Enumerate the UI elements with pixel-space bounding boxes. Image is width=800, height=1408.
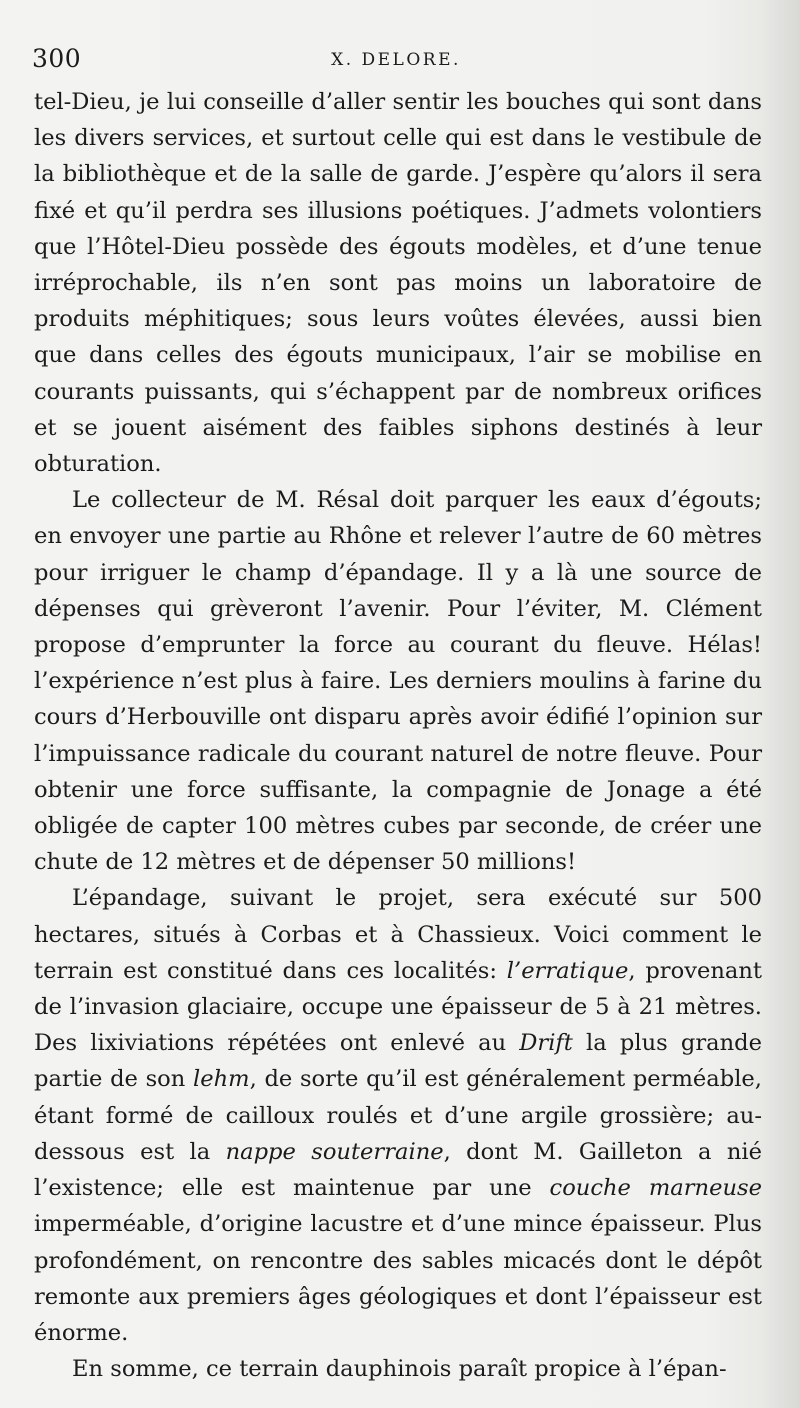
text-run: , dont M. Gailleton a nié l’existence; elle est maintenue par une	[34, 1138, 763, 1202]
text-run: L’épandage, suivant le projet, sera exécuté sur 500 hectares, situés à Corbas et à Chassieux. Voici comment le terrain est constitué dans ces localités:	[34, 885, 762, 984]
text-run: imperméable, d’origine lacustre et d’une mince épaisseur. Plus profondément, on rencontre des sables micacés dont le dépôt remonte aux premiers âges géologiques et dont l’épaisseur est énorme.	[34, 1211, 762, 1346]
italic-term: Drift	[519, 1030, 573, 1057]
italic-term: couche marneuse	[549, 1175, 762, 1202]
text-run: , de sorte qu’il est généralement perméable, étant formé de cailloux roulés et d’une argile grossière; au-dessous est la	[34, 1066, 762, 1165]
paragraph	[34, 84, 762, 482]
paragraph	[34, 880, 762, 1351]
italic-term: l’erratique	[506, 957, 629, 984]
page-number: 300	[32, 44, 82, 73]
text-run: tel-Dieu, je lui conseille d’aller sentir les bouches qui sont dans les divers services, et surtout celle qui est dans le vestibule de la bibliothèque et de la salle de garde. J’espère qu’alors il sera fixé et qu’il perdra ses illusions poétiques. J’admets volontiers que l’Hôtel-Dieu possède des égouts modèles, et d’une tenue irréprochable, ils n’en sont pas moins un laboratoire de produits méphitiques; sous leurs voûtes élevées, aussi bien que dans celles des égouts municipaux, l’air se mobilise en courants puissants, qui s’échappent par de nombreux orifices et se jouent aisément des faibles siphons destinés à leur obturation.	[34, 89, 762, 478]
paragraph	[34, 482, 762, 880]
paragraph	[34, 1351, 762, 1387]
text-run: , provenant de l’invasion glaciaire, occupe une épaisseur de 5 à 21 mètres. Des lixiviations répétées ont enlevé au	[34, 957, 762, 1057]
body-text	[34, 84, 762, 1387]
text-run: En somme, ce terrain dauphinois paraît propice à l’épan-	[72, 1356, 727, 1383]
italic-term: nappe souterraine	[225, 1138, 444, 1165]
italic-term: lehm	[193, 1066, 250, 1093]
text-run: Le collecteur de M. Résal doit parquer les eaux d’égouts; en envoyer une partie au Rhône et relever l’autre de 60 mètres pour irriguer le champ d’épandage. Il y a là une source de dépenses qui grèveront l’avenir. Pour l’éviter, M. Clément propose d’emprunter la force au courant du fleuve. Hélas! l’expérience n’est plus à faire. Les derniers moulins à farine du cours d’Herbouville ont disparu après avoir édifié l’opinion sur l’impuissance radicale du courant naturel de notre fleuve. Pour obtenir une force suffisante, la compagnie de Jonage a été obligée de capter 100 mètres cubes par seconde, de créer une chute de 12 mètres et de dépenser 50 millions!	[34, 487, 762, 876]
running-head: X. DELORE.	[331, 50, 461, 70]
text-run: la plus grande partie de son	[34, 1030, 762, 1093]
page-header	[32, 44, 760, 78]
